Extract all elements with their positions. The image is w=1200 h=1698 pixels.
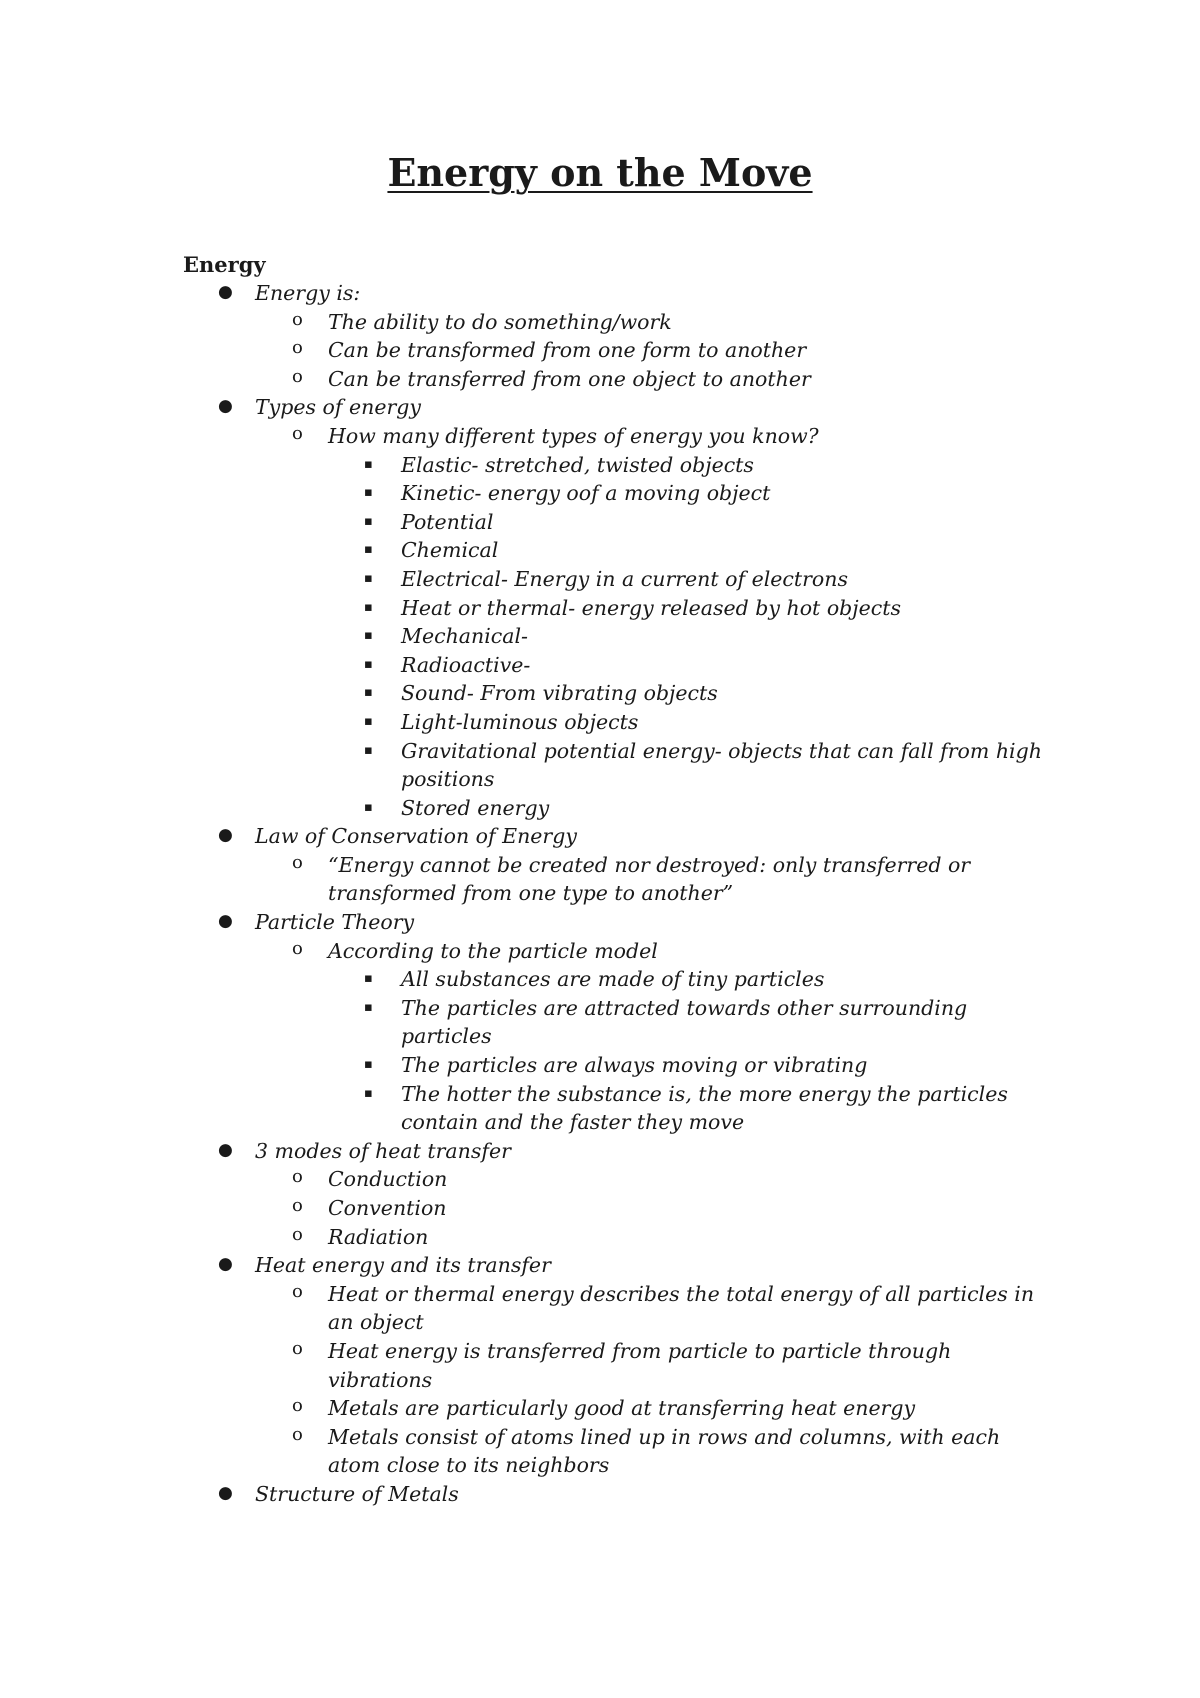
outline-item-level-2 [0,422,1200,451]
bullet-icon: ● [218,911,233,932]
outline-item-level-3 [0,1108,1200,1137]
outline-item-text: Potential [401,509,494,534]
outline-item-level-2 [0,937,1200,966]
outline-item-level-2 [0,1194,1200,1223]
outline-item-text: The particles are always moving or vibrating [401,1053,868,1078]
outline-item-level-2 [0,365,1200,394]
outline-item-text: an object [328,1310,424,1335]
square-bullet-icon: ▪ [364,742,373,758]
outline-item-text: Heat or thermal energy describes the total energy of all particles in [328,1281,1035,1306]
outline-item-level-3 [0,1080,1200,1109]
circle-bullet-icon: o [292,337,303,359]
outline-item-level-3 [0,536,1200,565]
outline-item-level-3 [0,737,1200,766]
outline-item-level-2 [0,1451,1200,1480]
document-title: Energy on the Move [387,150,813,195]
circle-bullet-icon: o [292,937,303,959]
outline-item-level-3 [0,765,1200,794]
circle-bullet-icon: o [292,1195,303,1216]
outline-item-text: positions [401,767,495,792]
outline-item-level-1 [0,1480,1200,1509]
outline-item-level-3 [0,651,1200,680]
outline-item-level-2 [0,1165,1200,1194]
square-bullet-icon: ▪ [364,599,373,615]
square-bullet-icon: ▪ [364,485,373,501]
outline-item-level-3 [0,708,1200,737]
circle-bullet-icon: o [292,308,303,330]
bullet-icon: ● [218,396,233,417]
outline-item-text: Energy is: [255,281,361,305]
outline-item-level-2 [0,1423,1200,1452]
outline-item-text: Conduction [328,1167,448,1192]
outline-item-text: According to the particle model [328,938,658,963]
outline-item-level-2 [0,1308,1200,1337]
outline-item-level-3 [0,1022,1200,1051]
outline-item-level-2 [0,851,1200,880]
outline-item-text: The particles are attracted towards other surrounding [401,995,968,1020]
outline-item-level-2 [0,1394,1200,1423]
outline-item-text: Heat or thermal- energy released by hot objects [401,595,902,620]
section-heading: Energy [183,252,266,277]
outline-item-text: transformed from one type to another” [328,881,734,906]
outline-item-text: particles [401,1024,492,1049]
bullet-icon: ● [218,1139,233,1160]
outline-item-level-2 [0,308,1200,337]
outline-item-level-2 [0,1366,1200,1395]
outline-item-level-3 [0,565,1200,594]
outline-item-text: atom close to its neighbors [328,1453,610,1478]
outline-item-text: Kinetic- energy oof a moving object [401,481,771,506]
outline-item-level-3 [0,1051,1200,1080]
bullet-icon: ● [218,825,233,846]
bullet-icon: ● [218,1482,233,1503]
outline-item-text: “Energy cannot be created nor destroyed: only transferred or [328,852,971,877]
outline-item-text: Can be transformed from one form to another [328,338,807,363]
square-bullet-icon: ▪ [364,542,373,558]
outline-item-level-2 [0,1337,1200,1366]
outline-item-text: Radioactive- [401,652,531,677]
square-bullet-icon: ▪ [364,513,373,529]
outline-item-text: Structure of Metals [255,1481,459,1506]
outline-item-text: Convention [328,1196,447,1220]
outline-item-level-2 [0,336,1200,365]
outline-item-text: Heat energy is transferred from particle to particle through [328,1338,952,1363]
outline-item-level-3 [0,479,1200,508]
outline-item-level-3 [0,622,1200,651]
square-bullet-icon: ▪ [364,1085,373,1101]
bullet-icon: ● [218,282,233,302]
outline-item-text: Chemical [401,538,499,563]
outline-item-level-3 [0,679,1200,708]
circle-bullet-icon: o [292,365,303,387]
square-bullet-icon: ▪ [364,628,373,644]
circle-bullet-icon: o [292,1395,303,1417]
circle-bullet-icon: o [292,1166,303,1188]
outline-item-level-3 [0,994,1200,1023]
square-bullet-icon: ▪ [364,999,373,1015]
outline-item-level-1 [0,279,1200,308]
outline-item-level-1 [0,822,1200,851]
square-bullet-icon: ▪ [364,456,373,472]
outline-item-text: Stored energy [401,795,550,820]
outline-item-level-1 [0,1137,1200,1166]
outline-item-text: Elastic- stretched, twisted objects [401,452,754,477]
outline-item-text: Sound- From vibrating objects [401,681,718,706]
outline-item-level-1 [0,1251,1200,1280]
circle-bullet-icon: o [292,1223,303,1245]
circle-bullet-icon: o [292,1423,303,1445]
outline-item-level-2 [0,879,1200,908]
square-bullet-icon: ▪ [364,685,373,701]
outline-item-text: The ability to do something/work [328,309,672,334]
outline-item-text: contain and the faster they move [401,1110,745,1135]
outline-item-text: Metals are particularly good at transferring heat energy [328,1396,916,1421]
outline-item-level-3 [0,794,1200,823]
square-bullet-icon: ▪ [364,1057,373,1073]
outline-list [0,279,1200,1509]
outline-item-text: How many different types of energy you know? [328,423,819,448]
outline-item-text: Gravitational potential energy- objects that can fall from high [401,738,1042,763]
circle-bullet-icon: o [292,1337,303,1359]
outline-item-text: Heat energy and its transfer [255,1253,551,1278]
outline-item-text: Mechanical- [401,624,528,649]
square-bullet-icon: ▪ [364,971,373,987]
outline-item-level-1 [0,908,1200,937]
square-bullet-icon: ▪ [364,570,373,586]
outline-item-level-3 [0,594,1200,623]
outline-item-text: Can be transferred from one object to another [328,366,811,391]
outline-item-text: Particle Theory [255,910,415,935]
bullet-icon: ● [218,1254,233,1275]
outline-item-text: All substances are made of tiny particles [401,967,825,992]
outline-item-text: Electrical- Energy in a current of electrons [401,566,848,591]
square-bullet-icon: ▪ [364,799,373,815]
outline-item-text: vibrations [328,1367,433,1392]
outline-item-text: 3 modes of heat transfer [255,1138,511,1163]
outline-item-level-3 [0,451,1200,480]
square-bullet-icon: ▪ [364,713,373,729]
outline-item-text: The hotter the substance is, the more energy the particles [401,1081,1008,1106]
outline-item-text: Light-luminous objects [401,709,639,734]
outline-item-text: Metals consist of atoms lined up in rows and columns, with each [328,1424,1001,1449]
outline-item-level-3 [0,508,1200,537]
outline-item-text: Law of Conservation of Energy [255,824,577,849]
outline-item-level-3 [0,965,1200,994]
outline-item-text: Types of energy [255,395,421,420]
circle-bullet-icon: o [292,1280,303,1302]
circle-bullet-icon: o [292,422,303,444]
circle-bullet-icon: o [292,851,303,873]
outline-item-level-2 [0,1280,1200,1309]
outline-item-text: Radiation [328,1224,429,1249]
square-bullet-icon: ▪ [364,656,373,672]
outline-item-level-1 [0,393,1200,422]
outline-item-level-2 [0,1223,1200,1252]
